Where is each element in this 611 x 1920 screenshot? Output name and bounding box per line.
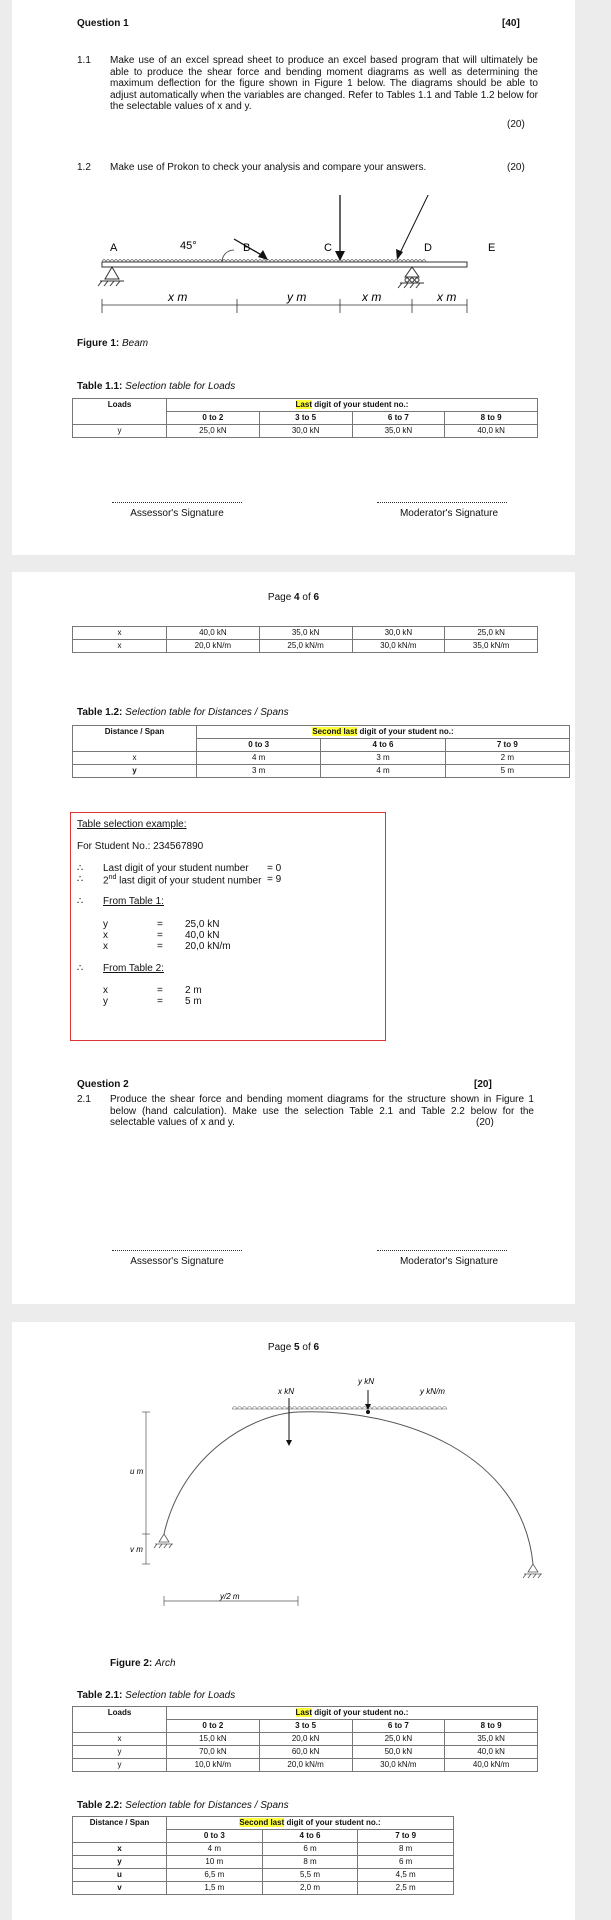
value-cell: 15,0 kN xyxy=(167,1733,260,1746)
ordinal-num: 2 xyxy=(103,875,109,887)
table-1-2-caption xyxy=(77,707,289,718)
range-cell: 6 to 7 xyxy=(352,1720,445,1733)
example-var: y xyxy=(103,919,108,930)
from-table-2: From Table 2: xyxy=(103,963,164,974)
value-cell: 5,5 m xyxy=(262,1869,358,1882)
table-1-2-col0: Distance / Span xyxy=(73,726,197,752)
example-val: 20,0 kN/m xyxy=(185,941,231,952)
example-var: x xyxy=(103,985,108,996)
moderator-signature-label: Moderator's Signature xyxy=(399,1256,499,1267)
inclined-arrowhead xyxy=(258,250,268,260)
q1-2-number: 1.2 xyxy=(77,162,91,173)
assessor-signature-line xyxy=(112,502,242,503)
range-cell: 7 to 9 xyxy=(358,1830,454,1843)
var-cell: y xyxy=(73,425,167,438)
page-3 xyxy=(12,1322,575,1920)
value-cell: 35,0 kN xyxy=(445,1733,538,1746)
table-1-1-caption xyxy=(77,381,235,392)
therefore-symbol: ∴ xyxy=(77,863,84,874)
x-load-label: x kN xyxy=(278,1387,294,1396)
q1-2-marks: (20) xyxy=(507,162,525,173)
arch-left-support xyxy=(154,1534,173,1548)
header-highlight: Last xyxy=(295,1708,312,1717)
table-2-2-header xyxy=(167,1817,454,1830)
arch-member xyxy=(164,1412,533,1564)
value-cell: 35,0 kN xyxy=(259,627,352,640)
header-rest: digit of your student no.: xyxy=(284,1818,381,1827)
value-cell: 20,0 kN/m xyxy=(259,1759,352,1772)
table-row xyxy=(73,1759,538,1772)
value-cell: 25,0 kN xyxy=(445,627,538,640)
table-2-1-caption xyxy=(77,1690,235,1701)
value-cell: 4 m xyxy=(167,1843,263,1856)
page-of: of xyxy=(299,592,314,603)
page-current: 4 xyxy=(294,592,300,603)
angle-arc xyxy=(222,250,234,262)
q1-marks: [40] xyxy=(502,18,520,29)
moderator-signature-line xyxy=(377,502,507,503)
assessor-signature-line xyxy=(112,1250,242,1251)
ordinal-suffix: nd xyxy=(108,874,117,881)
angle-label: 45° xyxy=(180,240,197,252)
table-2-1-name: Selection table for Loads xyxy=(125,1690,236,1701)
range-cell: 3 to 5 xyxy=(259,1720,352,1733)
point-c: C xyxy=(324,242,332,254)
range-cell: 0 to 3 xyxy=(167,1830,263,1843)
table-row xyxy=(73,1746,538,1759)
range-cell: 4 to 6 xyxy=(321,739,445,752)
value-cell: 25,0 kN/m xyxy=(259,640,352,653)
q1-1-text: Make use of an excel spread sheet to produce an excel based program that will ultimately be able to produce the shear force and bending moment diagrams as well as determining the maximum deflection for the figure shown in Figure 1 below. The diagrams should be able to adjust automatically when the variables are changed. Refer to Tables 1.1 and Table 1.2 below for the selectable values of x and y. xyxy=(110,55,538,112)
table-row xyxy=(73,752,570,765)
value-cell: 8 m xyxy=(358,1843,454,1856)
figure-2-caption xyxy=(110,1658,176,1669)
second-last-digit-text xyxy=(103,874,261,886)
example-eq: = xyxy=(157,996,163,1007)
value-cell: 20,0 kN xyxy=(259,1733,352,1746)
table-1-2 xyxy=(72,725,570,778)
page-1 xyxy=(12,0,575,555)
header-rest: digit of your student no.: xyxy=(357,727,454,736)
example-title: Table selection example: xyxy=(77,819,187,830)
var-cell: x xyxy=(73,752,197,765)
selection-example-box xyxy=(70,812,386,1041)
q2-1-marks: (20) xyxy=(476,1117,494,1128)
dim-4-label: x m xyxy=(437,290,457,304)
value-cell: 2 m xyxy=(445,752,569,765)
figure-1-label: Figure 1: xyxy=(77,338,120,349)
q1-1-marks: (20) xyxy=(507,119,525,130)
example-eq: = xyxy=(157,919,163,930)
var-cell: u xyxy=(73,1869,167,1882)
table-2-2-col0: Distance / Span xyxy=(73,1817,167,1843)
roller-support-d xyxy=(398,267,424,288)
example-student: For Student No.: 234567890 xyxy=(77,841,204,852)
value-cell: 35,0 kN/m xyxy=(445,640,538,653)
range-cell: 4 to 6 xyxy=(262,1830,358,1843)
page-total: 6 xyxy=(313,592,320,603)
value-cell: 1,5 m xyxy=(167,1882,263,1895)
range-cell: 6 to 7 xyxy=(352,412,445,425)
example-eq: = xyxy=(157,930,163,941)
page-2 xyxy=(12,572,575,1304)
table-1-2-header xyxy=(197,726,570,739)
table-1-2-name: Selection table for Distances / Spans xyxy=(125,707,289,718)
value-cell: 3 m xyxy=(321,752,445,765)
var-cell: x xyxy=(73,1843,167,1856)
example-eq: = xyxy=(157,941,163,952)
assessor-signature-label: Assessor's Signature xyxy=(130,508,224,519)
example-eq: = xyxy=(157,985,163,996)
assessor-signature-label: Assessor's Signature xyxy=(130,1256,224,1267)
value-cell: 10,0 kN/m xyxy=(167,1759,260,1772)
table-row xyxy=(73,1733,538,1746)
page-number xyxy=(12,592,575,603)
value-cell: 30,0 kN xyxy=(259,425,352,438)
value-cell: 4 m xyxy=(197,752,321,765)
point-a: A xyxy=(110,242,118,254)
value-cell: 4,5 m xyxy=(358,1869,454,1882)
table-2-1-col0: Loads xyxy=(73,1707,167,1733)
value-cell: 30,0 kN xyxy=(352,627,445,640)
dim-2-label: y m xyxy=(287,290,307,304)
table-1-2-label: Table 1.2: xyxy=(77,707,123,718)
figure-1-caption xyxy=(77,338,148,349)
var-cell: y xyxy=(73,1856,167,1869)
table-2-2-caption xyxy=(77,1800,289,1811)
value-cell: 70,0 kN xyxy=(167,1746,260,1759)
vertical-dimension xyxy=(142,1412,150,1564)
table-row xyxy=(73,1856,454,1869)
table-2-2-label: Table 2.2: xyxy=(77,1800,123,1811)
value-cell: 50,0 kN xyxy=(352,1746,445,1759)
table-2-1-label: Table 2.1: xyxy=(77,1690,123,1701)
page-current: 5 xyxy=(294,1342,300,1353)
last-digit-value: = 0 xyxy=(267,863,282,874)
table-2-2 xyxy=(72,1816,454,1895)
value-cell: 40,0 kN xyxy=(445,425,538,438)
var-cell: y xyxy=(73,765,197,778)
dim-half-label: y/2 m xyxy=(220,1592,240,1601)
table-2-2-name: Selection table for Distances / Spans xyxy=(125,1800,289,1811)
beam-figure xyxy=(72,195,512,325)
q2-marks: [20] xyxy=(474,1079,492,1090)
beam-member xyxy=(102,262,467,267)
value-cell: 3 m xyxy=(197,765,321,778)
table-row xyxy=(73,425,538,438)
table-row xyxy=(73,1869,454,1882)
page-prefix: Page xyxy=(267,1342,295,1353)
second-last-digit-value: = 9 xyxy=(267,874,282,885)
from-table-1: From Table 1: xyxy=(103,896,164,907)
range-cell: 0 to 2 xyxy=(167,412,260,425)
x-load-arrowhead xyxy=(286,1440,292,1446)
value-cell: 60,0 kN xyxy=(259,1746,352,1759)
udl-pointer-head xyxy=(396,249,403,260)
last-digit-text: Last digit of your student number xyxy=(103,863,249,874)
q2-1-text: Produce the shear force and bending moment diagrams for the structure shown in Figure 1 below (hand calculation). Make use the selection Table 2.1 and Table 2.2 below for the selectable values of x and y. xyxy=(110,1094,534,1128)
table-1-1-header xyxy=(167,399,538,412)
value-cell: 2,5 m xyxy=(358,1882,454,1895)
table-1-1-continued xyxy=(72,626,538,653)
range-cell: 3 to 5 xyxy=(259,412,352,425)
value-cell: 40,0 kN xyxy=(445,1746,538,1759)
header-highlight: Second last xyxy=(239,1818,285,1827)
table-1-1-label: Table 1.1: xyxy=(77,381,123,392)
table-2-1-header xyxy=(167,1707,538,1720)
example-var: x xyxy=(103,930,108,941)
example-var: x xyxy=(103,941,108,952)
therefore-symbol: ∴ xyxy=(77,963,84,974)
table-row xyxy=(73,627,538,640)
dimension-line xyxy=(102,299,467,313)
arch-figure xyxy=(102,1374,562,1624)
value-cell: 2,0 m xyxy=(262,1882,358,1895)
range-cell: 7 to 9 xyxy=(445,739,569,752)
q2-title: Question 2 xyxy=(77,1079,129,1090)
crown-point xyxy=(366,1410,370,1414)
value-cell: 40,0 kN/m xyxy=(445,1759,538,1772)
page-prefix: Page xyxy=(267,592,295,603)
range-cell: 0 to 2 xyxy=(167,1720,260,1733)
table-row xyxy=(73,765,570,778)
dim-1-label: x m xyxy=(168,290,188,304)
header-rest: digit of your student no.: xyxy=(312,1708,409,1717)
value-cell: 10 m xyxy=(167,1856,263,1869)
arch-right-support xyxy=(523,1564,542,1578)
header-highlight: Second last xyxy=(312,727,358,736)
value-cell: 40,0 kN xyxy=(167,627,260,640)
table-row xyxy=(73,1843,454,1856)
top-load-label: y kN xyxy=(358,1377,374,1386)
arch-udl xyxy=(232,1407,447,1410)
value-cell: 6,5 m xyxy=(167,1869,263,1882)
table-1-1-col0: Loads xyxy=(73,399,167,425)
value-cell: 4 m xyxy=(321,765,445,778)
q1-1-number: 1.1 xyxy=(77,55,91,66)
range-cell: 8 to 9 xyxy=(445,1720,538,1733)
dim-v-label: v m xyxy=(130,1545,143,1554)
udl-label: y kN/m xyxy=(420,1387,445,1396)
q1-2-text: Make use of Prokon to check your analysis and compare your answers. xyxy=(110,162,427,173)
value-cell: 5 m xyxy=(445,765,569,778)
value-cell: 6 m xyxy=(262,1843,358,1856)
therefore-symbol: ∴ xyxy=(77,896,84,907)
point-d: D xyxy=(424,242,432,254)
table-1-1-name: Selection table for Loads xyxy=(125,381,236,392)
var-cell: x xyxy=(73,640,167,653)
pin-support-a xyxy=(98,267,124,286)
value-cell: 20,0 kN/m xyxy=(167,640,260,653)
value-cell: 30,0 kN/m xyxy=(352,640,445,653)
table-row xyxy=(73,640,538,653)
ordinal-rest: last digit of your student number xyxy=(116,875,262,887)
example-val: 40,0 kN xyxy=(185,930,220,941)
example-val: 2 m xyxy=(185,985,202,996)
example-var: y xyxy=(103,996,108,1007)
header-rest: digit of your student no.: xyxy=(312,400,409,409)
dim-u-label: u m xyxy=(130,1467,144,1476)
moderator-signature-label: Moderator's Signature xyxy=(399,508,499,519)
example-val: 5 m xyxy=(185,996,202,1007)
table-1-1 xyxy=(72,398,538,438)
range-cell: 8 to 9 xyxy=(445,412,538,425)
header-highlight: Last xyxy=(295,400,312,409)
value-cell: 35,0 kN xyxy=(352,425,445,438)
var-cell: y xyxy=(73,1746,167,1759)
figure-2-name: Arch xyxy=(155,1658,176,1669)
var-cell: x xyxy=(73,627,167,640)
q2-1-number: 2.1 xyxy=(77,1094,91,1105)
dim-3-label: x m xyxy=(362,290,382,304)
figure-2-label: Figure 2: xyxy=(110,1658,153,1669)
value-cell: 8 m xyxy=(262,1856,358,1869)
var-cell: x xyxy=(73,1733,167,1746)
example-val: 25,0 kN xyxy=(185,919,220,930)
var-cell: y xyxy=(73,1759,167,1772)
value-cell: 25,0 kN xyxy=(352,1733,445,1746)
point-e: E xyxy=(488,242,496,254)
value-cell: 6 m xyxy=(358,1856,454,1869)
var-cell: v xyxy=(73,1882,167,1895)
page-of: of xyxy=(299,1342,314,1353)
figure-1-name: Beam xyxy=(122,338,149,349)
table-2-1 xyxy=(72,1706,538,1772)
value-cell: 30,0 kN/m xyxy=(352,1759,445,1772)
table-row xyxy=(73,1882,454,1895)
point-b: B xyxy=(243,242,251,254)
page-number xyxy=(12,1342,575,1353)
q1-title: Question 1 xyxy=(77,18,129,29)
moderator-signature-line xyxy=(377,1250,507,1251)
value-cell: 25,0 kN xyxy=(167,425,260,438)
range-cell: 0 to 3 xyxy=(197,739,321,752)
therefore-symbol: ∴ xyxy=(77,874,84,885)
page-total: 6 xyxy=(313,1342,320,1353)
